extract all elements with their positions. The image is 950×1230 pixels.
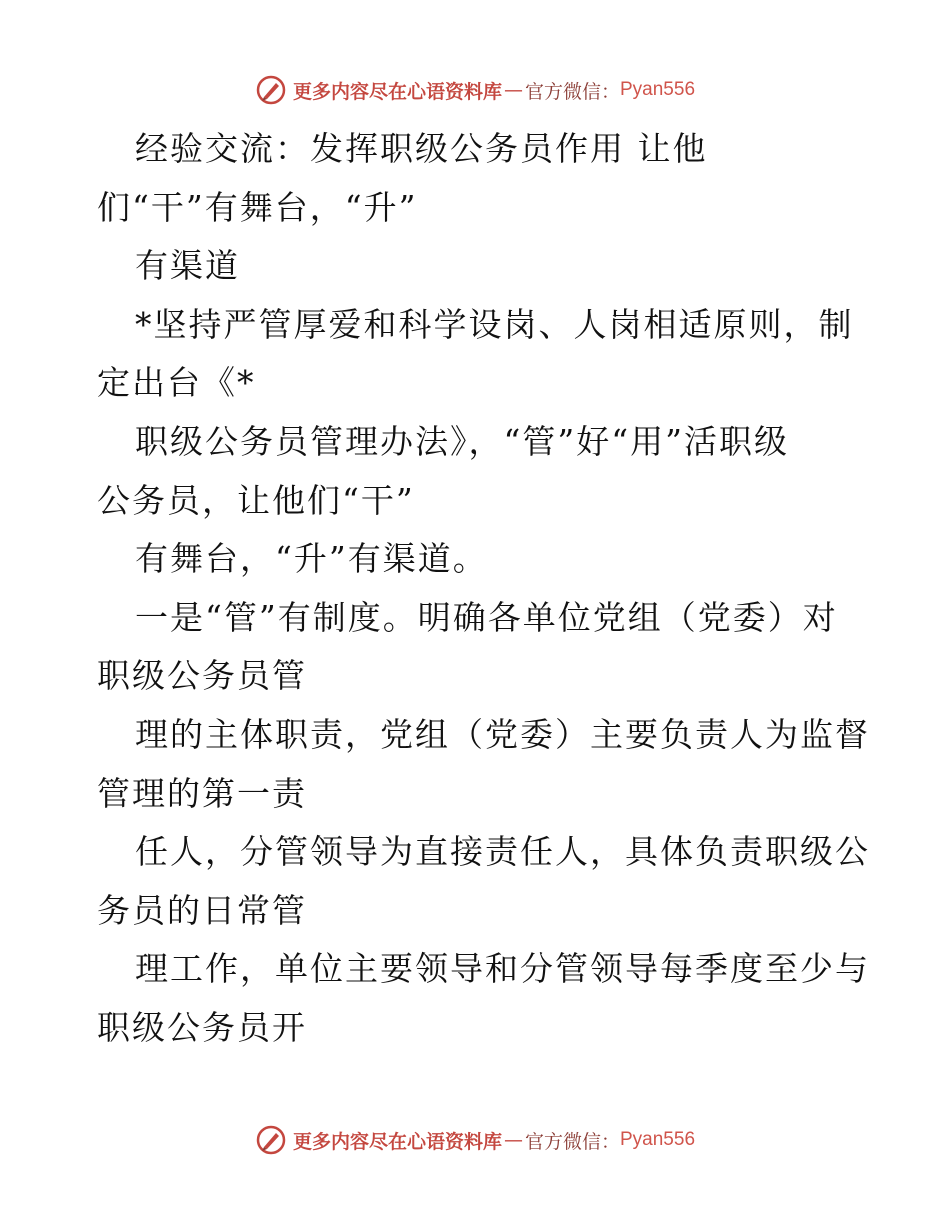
- pen-logo-icon: [255, 74, 287, 106]
- pen-logo-icon: [255, 1124, 287, 1156]
- text-line: 公务员，让他们“干”: [97, 480, 415, 520]
- text-line: 理工作，单位主要领导和分管领导每季度至少与: [135, 949, 870, 989]
- text-line: 管理的第一责: [97, 773, 307, 813]
- text-line: 们“干”有舞台，“升”: [97, 187, 418, 227]
- watermark-separator: —: [503, 79, 523, 101]
- text-line: 有渠道: [135, 246, 240, 286]
- text-line: 有舞台，“升”有渠道。: [135, 539, 488, 579]
- watermark-wechat-label: 官方微信：: [524, 80, 620, 103]
- text-line: 务员的日常管: [97, 890, 307, 930]
- watermark-site-text: 更多内容尽在心语资料库: [292, 80, 502, 103]
- text-line: 一是“管”有制度。明确各单位党组（党委）对: [135, 597, 838, 637]
- text-line: 经验交流：发挥职级公务员作用 让他: [135, 129, 708, 168]
- text-line: 职级公务员管: [97, 656, 307, 696]
- watermark-header: [0, 70, 950, 110]
- text-line: 职级公务员管理办法》，“管”好“用”活职级: [135, 421, 789, 461]
- watermark-wechat-id: Pyan556: [620, 79, 696, 100]
- text-line: 理的主体职责，党组（党委）主要负责人为监督: [135, 714, 870, 754]
- watermark-wechat-label: 官方微信：: [524, 1130, 620, 1153]
- watermark-footer: [0, 1120, 950, 1160]
- document-body: [97, 120, 870, 1058]
- text-line: 定出台《*: [97, 363, 256, 403]
- text-line: 职级公务员开: [97, 1007, 307, 1047]
- text-line: 任人，分管领导为直接责任人，具体负责职级公: [135, 832, 870, 872]
- watermark-site-text: 更多内容尽在心语资料库: [292, 1130, 502, 1153]
- watermark-wechat-id: Pyan556: [620, 1129, 696, 1150]
- text-line: *坚持严管厚爱和科学设岗、人岗相适原则，制: [135, 304, 854, 344]
- watermark-separator: —: [503, 1129, 523, 1151]
